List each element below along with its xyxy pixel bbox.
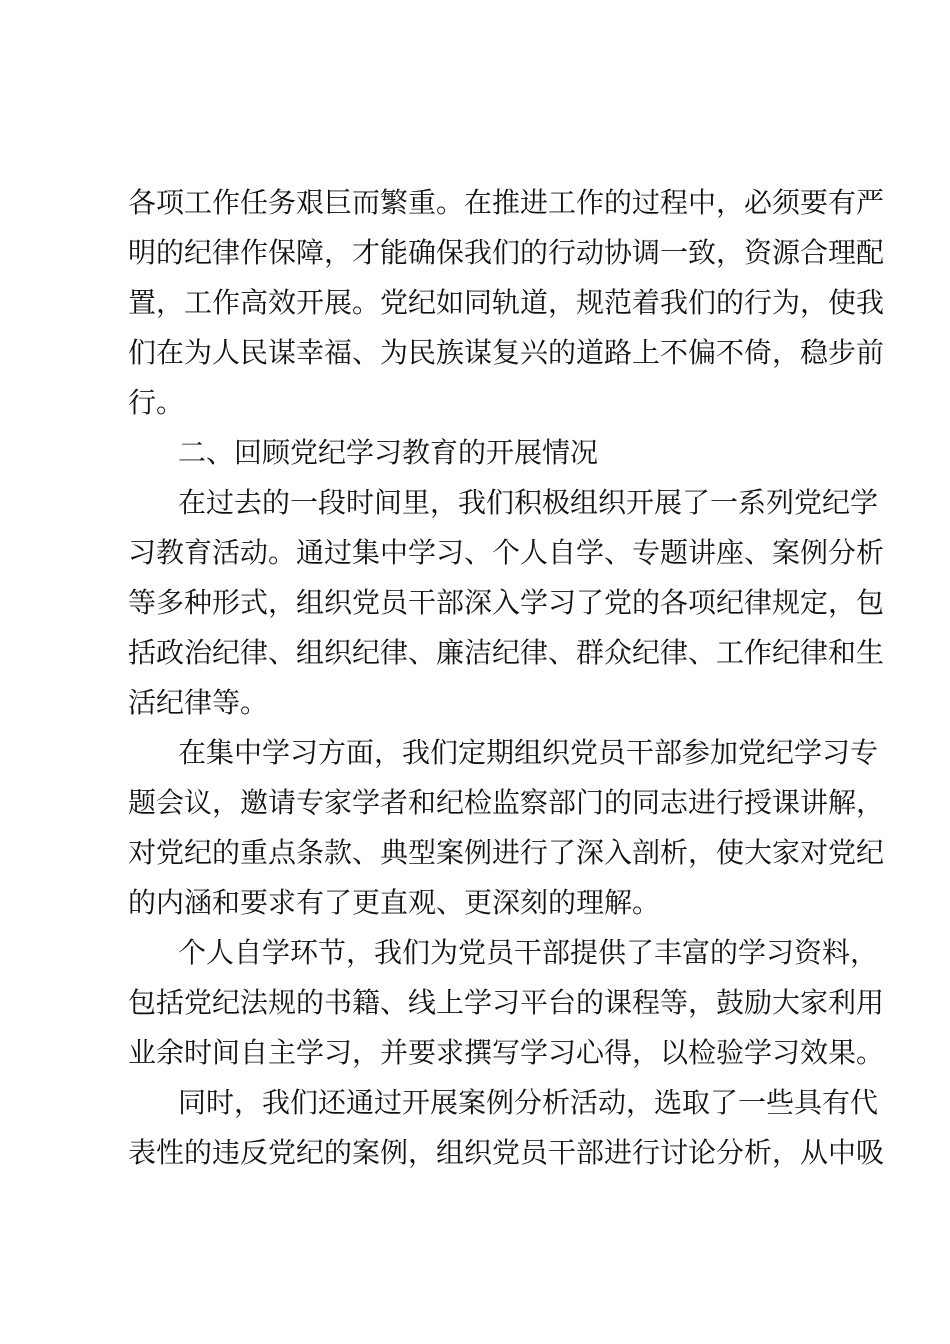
paragraph-line: 业余时间自主学习，并要求撰写学习心得，以检验学习效果。 [128, 1036, 885, 1069]
paragraph-line: 在过去的一段时间里，我们积极组织开展了一系列党纪学 [178, 486, 879, 519]
section-heading: 二、回顾党纪学习教育的开展情况 [178, 436, 599, 469]
paragraph-line: 括政治纪律、组织纪律、廉洁纪律、群众纪律、工作纪律和生 [128, 636, 885, 669]
paragraph-line: 对党纪的重点条款、典型案例进行了深入剖析，使大家对党纪 [128, 836, 885, 869]
paragraph-line: 的内涵和要求有了更直观、更深刻的理解。 [128, 886, 661, 919]
paragraph-line: 表性的违反党纪的案例，组织党员干部进行讨论分析，从中吸 [128, 1136, 885, 1169]
paragraph-line: 置，工作高效开展。党纪如同轨道，规范着我们的行为，使我 [128, 286, 885, 319]
paragraph-line: 在集中学习方面，我们定期组织党员干部参加党纪学习专 [178, 736, 879, 769]
paragraph-line: 习教育活动。通过集中学习、个人自学、专题讲座、案例分析 [128, 536, 885, 569]
paragraph-line: 各项工作任务艰巨而繁重。在推进工作的过程中，必须要有严 [128, 186, 885, 219]
paragraph-line: 行。 [128, 386, 185, 419]
paragraph-line: 明的纪律作保障，才能确保我们的行动协调一致，资源合理配 [128, 236, 885, 269]
paragraph-line: 同时，我们还通过开展案例分析活动，选取了一些具有代 [178, 1086, 879, 1119]
paragraph-line: 题会议，邀请专家学者和纪检监察部门的同志进行授课讲解， [128, 786, 885, 819]
paragraph-line: 活纪律等。 [128, 686, 269, 719]
paragraph-line: 包括党纪法规的书籍、线上学习平台的课程等，鼓励大家利用 [128, 986, 885, 1019]
paragraph-line: 个人自学环节，我们为党员干部提供了丰富的学习资料， [178, 936, 879, 969]
paragraph-line: 们在为人民谋幸福、为民族谋复兴的道路上不偏不倚，稳步前 [128, 336, 885, 369]
paragraph-line: 等多种形式，组织党员干部深入学习了党的各项纪律规定，包 [128, 586, 885, 619]
